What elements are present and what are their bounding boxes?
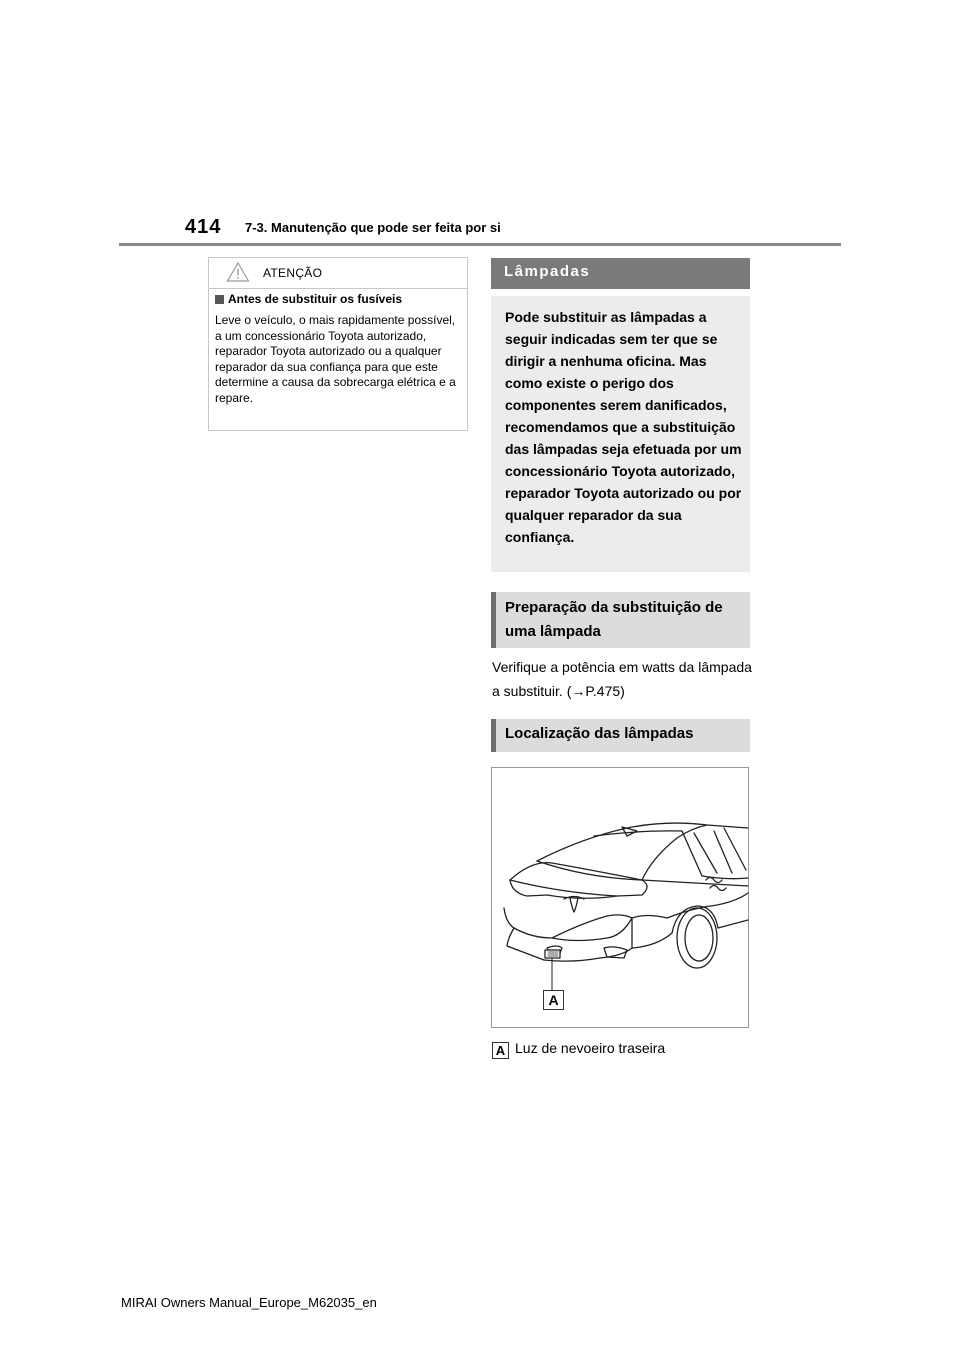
reference-arrow-icon: → xyxy=(571,683,586,699)
callout-a-marker: A xyxy=(543,990,564,1010)
warning-triangle-icon xyxy=(226,261,250,288)
legend-item xyxy=(492,1040,665,1059)
section-title: Lâmpadas xyxy=(491,258,750,289)
warning-subtitle: Antes de substituir os fusíveis xyxy=(215,292,402,306)
location-heading: Localização das lâmpadas xyxy=(491,719,750,752)
footer-manual-id: MIRAI Owners Manual_Europe_M62035_en xyxy=(121,1295,377,1310)
car-rear-drawing xyxy=(492,768,750,1029)
warning-box xyxy=(208,257,468,431)
chapter-title: 7-3. Manutenção que pode ser feita por si xyxy=(245,220,501,235)
car-rear-illustration xyxy=(491,767,749,1028)
legend-label: Luz de nevoeiro traseira xyxy=(515,1040,666,1056)
page-number: 414 xyxy=(185,216,222,238)
preparation-heading: Preparação da substituição de uma lâmpada xyxy=(491,592,750,648)
section-intro: Pode substituir as lâmpadas a seguir indicadas sem ter que se dirigir a nenhuma oficina. Mas como existe o perigo dos componentes serem danificados, recomendamos que a substituição das lâmpadas seja efetuada por um concessionário Toyota autorizado, reparador Toyota autorizado ou por qualquer reparador da sua confiança. xyxy=(491,296,750,572)
legend-callout-a: A xyxy=(492,1042,509,1059)
page-reference-link[interactable]: P.475 xyxy=(585,683,621,699)
warning-header xyxy=(209,258,467,289)
bullet-square-icon xyxy=(215,295,224,304)
warning-title: ATENÇÃO xyxy=(263,266,323,280)
preparation-text: Verifique a potência em watts da lâmpada a substituir. (→P.475) xyxy=(492,659,752,699)
header-rule xyxy=(119,243,841,246)
warning-body: Leve o veículo, o mais rapidamente possível, a um concessionário Toyota autorizado, reparador Toyota autorizado ou a qualquer reparador da sua confiança para que este determine a causa da sobrecarga elétrica e a repare. xyxy=(215,313,456,405)
